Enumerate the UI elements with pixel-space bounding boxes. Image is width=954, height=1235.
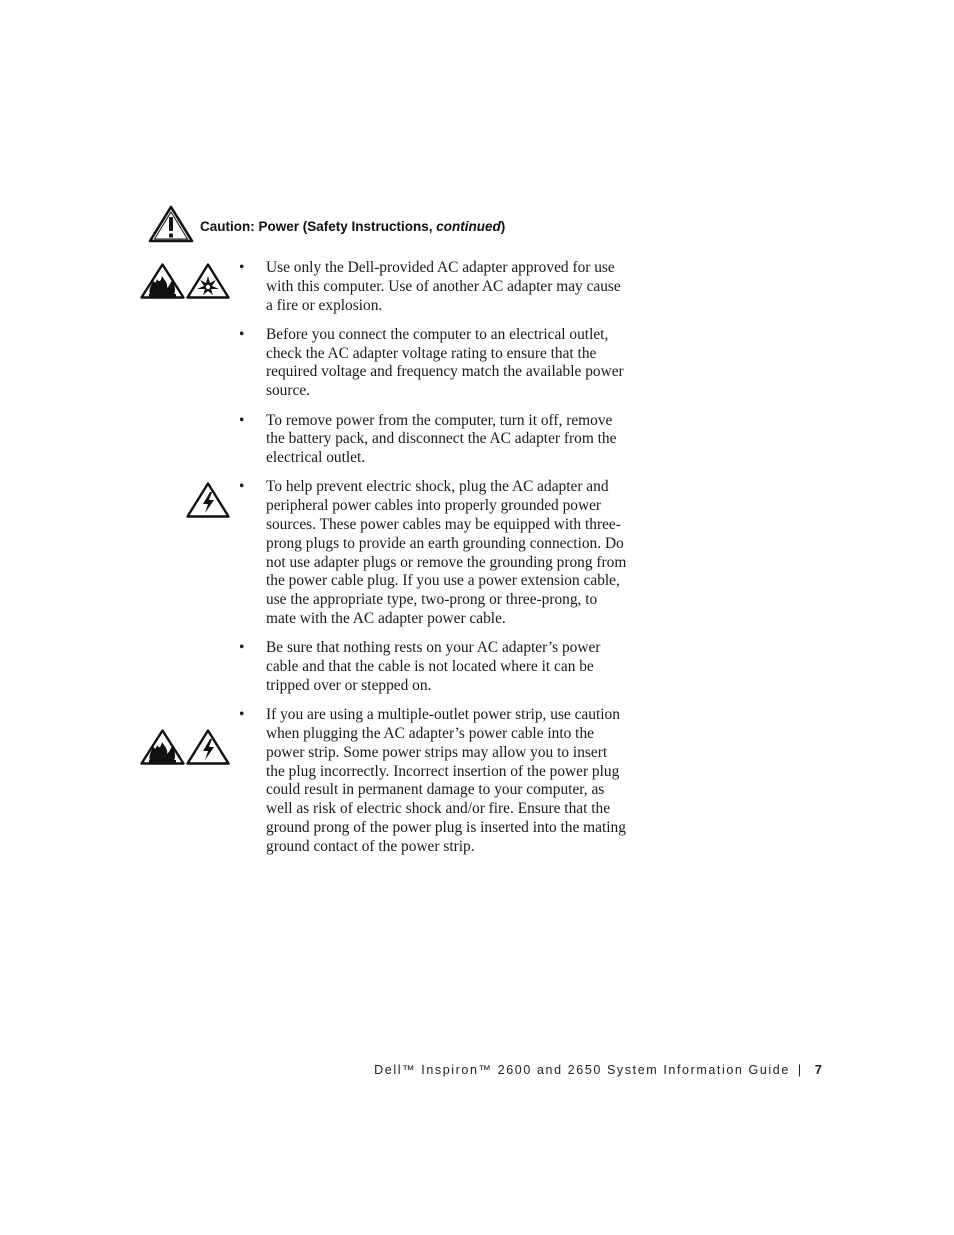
list-item xyxy=(239,478,629,628)
bullet-marker: • xyxy=(239,639,245,657)
list-item xyxy=(239,326,629,401)
bullet-marker: • xyxy=(239,259,245,276)
guide-title: Dell™ Inspiron™ 2600 and 2650 System Information Guide xyxy=(374,1063,790,1077)
section-heading xyxy=(200,219,505,234)
footer-separator: | xyxy=(797,1063,803,1077)
explosion-hazard-icon xyxy=(186,263,230,299)
heading-continued: continued xyxy=(436,219,501,234)
electric-shock-icon xyxy=(186,482,230,518)
fire-hazard-icon xyxy=(140,263,185,299)
electric-shock-icon xyxy=(186,729,230,765)
list-item xyxy=(239,639,629,695)
bullet-marker: • xyxy=(239,706,245,724)
bullet-marker: • xyxy=(239,411,245,429)
list-item-text: Be sure that nothing rests on your AC adapter’s power cable and that the cable is not located where it can be tripped over or stepped on. xyxy=(266,639,601,694)
list-item xyxy=(239,412,629,468)
list-item-text: If you are using a multiple-outlet power strip, use caution when plugging the AC adapter’s power cable into the power strip. Some power strips may allow you to insert the plug incorrectly. Incorrect insertion of the power plug could result in permanent damage to your computer, as well as risk of electric shock and/or fire. Ensure that the ground prong of the power plug is inserted into the mating ground contact of the power strip. xyxy=(266,706,626,855)
list-item-text: To remove power from the computer, turn it off, remove the battery pack, and disconnect the AC adapter from the electrical outlet. xyxy=(266,411,617,467)
fire-hazard-icon xyxy=(140,729,185,765)
list-item xyxy=(239,259,629,315)
list-item-text: Use only the Dell-provided AC adapter approved for use with this computer. Use of another AC adapter may cause a fire or explosion. xyxy=(266,259,621,314)
caution-icon xyxy=(148,205,194,243)
list-item-text: Before you connect the computer to an electrical outlet, check the AC adapter voltage rating to ensure that the required voltage and frequency match the available power source. xyxy=(266,325,624,400)
list-item-text: To help prevent electric shock, plug the AC adapter and peripheral power cables into properly grounded power sources. These power cables may be equipped with three-prong plugs to provide an earth grounding connection. Do not use adapter plugs or remove the grounding prong from the power cable plug. If you use a power extension cable, use the appropriate type, two-prong or three-prong, to mate with the AC adapter power cable. xyxy=(266,478,627,628)
page-number: 7 xyxy=(814,1062,822,1077)
safety-bullet-list xyxy=(239,259,629,857)
bullet-marker: • xyxy=(239,325,245,343)
heading-text: Caution: Power (Safety Instructions, xyxy=(200,219,437,234)
bullet-marker: • xyxy=(239,478,245,496)
heading-close: ) xyxy=(500,219,506,234)
page-footer xyxy=(374,1062,822,1077)
list-item xyxy=(239,706,629,856)
